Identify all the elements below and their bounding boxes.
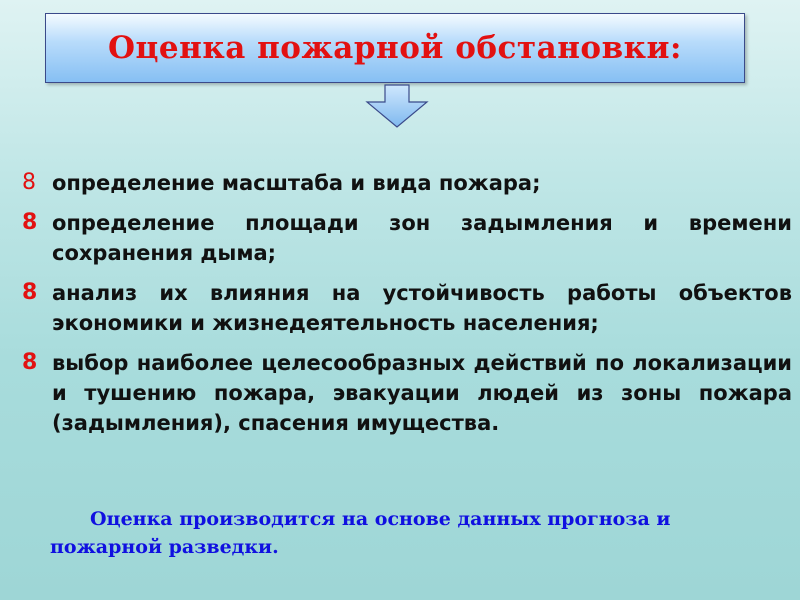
bullet-icon: 8 [22,170,36,195]
bullet-icon: 8 [22,210,38,235]
list-item-2 [22,208,792,268]
down-arrow-icon [365,84,429,128]
list-item-text: определение площади зон задымления и времени сохранения дыма; [52,211,792,265]
bullet-icon: 8 [22,350,38,375]
list-item-text: выбор наиболее целесообразных действий по локализации и тушению пожара, эвакуации людей из зоны пожара (задымления), спасения имущества. [52,351,792,435]
title-banner [45,13,745,83]
bullet-list [22,168,792,448]
page-title: Оценка пожарной обстановки: [108,30,682,66]
bullet-icon: 8 [22,280,38,305]
list-item-4 [22,348,792,438]
list-item-text: анализ их влияния на устойчивость работы объектов экономики и жизнедеятельность населения; [52,281,792,335]
list-item-1 [22,168,792,198]
summary-note: Оценка производится на основе данных прогноза и пожарной разведки. [50,508,671,558]
list-item-3 [22,278,792,338]
list-item-text: определение масштаба и вида пожара; [52,171,541,195]
